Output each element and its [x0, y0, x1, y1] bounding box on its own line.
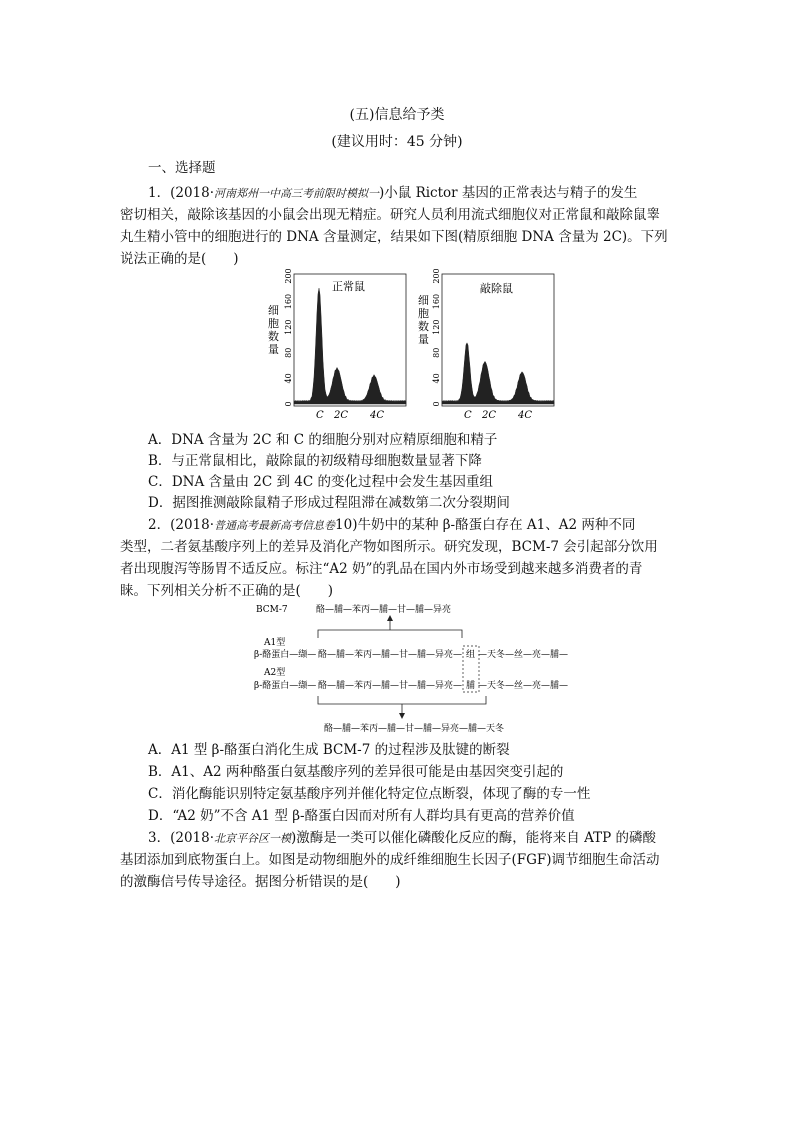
a2-sequence: 酪—脯—苯丙—脯—甘—脯—异亮—	[318, 681, 463, 691]
q3-line-1: 3．(2018·北京平谷区一模)激酶是一类可以催化磷酸化反应的酶，能将来自 ATP 的磷酸	[148, 830, 656, 846]
x-ticks-left	[316, 410, 384, 421]
x-tick-label: C	[464, 410, 472, 421]
y-tick-label: 40	[432, 373, 441, 384]
q3-line-2: 基团添加到底物蛋白上。如图是动物细胞外的成纤维细胞生长因子(FGF)调节细胞生命活动	[120, 852, 660, 868]
bracket-top	[318, 630, 462, 638]
q2-line-4: 睐。下列相关分析不正确的是( )	[120, 583, 334, 599]
histogram-bars-normal	[294, 288, 406, 404]
y-tick-label: 200	[432, 268, 441, 284]
y-tick-label: 0	[432, 401, 441, 407]
histogram-knockout	[418, 268, 554, 421]
section-heading: 一、选择题	[148, 160, 216, 176]
y-tick-label: 120	[432, 319, 441, 335]
arrow-up-head	[387, 615, 393, 621]
q1-line-3: 丸生精小管中的细胞进行的 DNA 含量测定，结果如下图(精原细胞 DNA 含量为 2C)。下列	[120, 229, 668, 245]
y-tick-label: 160	[284, 293, 293, 310]
y-ticks-left	[284, 268, 293, 406]
section-title: (五)信息给予类	[349, 107, 445, 123]
q2-line-1: 2．(2018·普通高考最新高考信息卷10)牛奶中的某种 β-酪蛋白存在 A1、A2 两种不同	[148, 517, 636, 533]
q2-option-b: B．A1、A2 两种酪蛋白氨基酸序列的差异很可能是由基因突变引起的	[148, 764, 564, 780]
x-tick-label: 4C	[518, 410, 533, 421]
bcm7-label: BCM-7	[256, 605, 288, 615]
q3-line-3: 的激酶信号传导途径。据图分析错误的是( )	[120, 874, 401, 890]
q2-option-c: C．消化酶能识别特定氨基酸序列并催化特定位点断裂，体现了酶的专一性	[148, 786, 591, 802]
bracket-bottom	[318, 696, 486, 704]
x-ticks-right	[464, 410, 532, 421]
plot-frame-left	[294, 274, 406, 406]
a1-prefix: β-酪蛋白—缬—	[254, 650, 317, 660]
a1-sequence: 酪—脯—苯丙—脯—甘—脯—异亮—	[318, 650, 463, 660]
q2-source: 普通高考最新高考信息卷	[214, 519, 336, 532]
title-knockout: 敲除鼠	[480, 282, 513, 295]
a1-variant-residue: 组	[466, 650, 476, 660]
bcm7-sequence: 酪—脯—苯丙—脯—甘—脯—异亮	[316, 605, 452, 615]
x-tick-label: C	[316, 410, 324, 421]
y-tick-label: 120	[284, 319, 293, 335]
a2-variant-residue: 脯	[466, 681, 476, 691]
q2-option-d: D．“A2 奶”不含 A1 型 β-酪蛋白因而对所有人群均具有更高的营养价值	[148, 808, 575, 824]
y-tick-label: 160	[432, 293, 441, 310]
y-axis-label-left: 细胞数量	[268, 304, 279, 356]
histogram-normal	[268, 268, 406, 421]
y-tick-label: 40	[284, 373, 293, 384]
a2-tail: —天冬—丝—亮—脯—	[478, 681, 569, 691]
dna-content-histograms	[262, 268, 562, 428]
y-tick-label: 80	[432, 347, 441, 358]
y-tick-label: 80	[284, 347, 293, 358]
q2-line-2: 类型，二者氨基酸序列上的差异及消化产物如图所示。研究发现，BCM-7 会引起部分饮用	[120, 539, 658, 555]
histogram-bars-knockout	[442, 343, 554, 404]
y-tick-label: 200	[284, 268, 293, 284]
a1-tail: —天冬—丝—亮—脯—	[478, 650, 569, 660]
a1-type-label: A1型	[264, 638, 286, 648]
q1-option-c: C．DNA 含量由 2C 到 4C 的变化过程中会发生基因重组	[148, 474, 494, 490]
q1-line-4: 说法正确的是( )	[120, 251, 239, 267]
y-tick-label: 0	[284, 401, 293, 407]
y-ticks-right	[432, 268, 441, 406]
q2-line-3: 者出现腹泻等肠胃不适反应。标注“A2 奶”的乳品在国内外市场受到越来越多消费者的青	[120, 561, 643, 577]
q1-option-b: B．与正常鼠相比，敲除鼠的初级精母细胞数量显著下降	[148, 453, 482, 469]
a2-type-label: A2型	[264, 668, 286, 678]
q1-option-d: D．据图推测敲除鼠精子形成过程阻滞在减数第二次分裂期间	[148, 495, 510, 511]
x-tick-label: 2C	[482, 410, 497, 421]
q1-source: 河南郑州一中高三考前限时模拟一	[214, 187, 380, 200]
q2-option-a: A．A1 型 β-酪蛋白消化生成 BCM-7 的过程涉及肽键的断裂	[148, 742, 510, 758]
casein-sequence-diagram	[252, 600, 582, 735]
arrow-down-head	[399, 713, 405, 719]
x-tick-label: 4C	[370, 410, 385, 421]
x-tick-label: 2C	[334, 410, 349, 421]
q1-line-2: 密切相关，敲除该基因的小鼠会出现无精症。研究人员利用流式细胞仪对正常鼠和敲除鼠睾	[120, 207, 660, 223]
q1-option-a: A．DNA 含量为 2C 和 C 的细胞分别对应精原细胞和精子	[148, 432, 498, 448]
a2-prefix: β-酪蛋白—缬—	[254, 681, 317, 691]
q3-source: 北京平谷区一模	[214, 832, 292, 845]
title-normal: 正常鼠	[332, 280, 365, 293]
digestion-product-sequence: 酪—脯—苯丙—脯—甘—脯—异亮—脯—天冬	[324, 724, 505, 734]
q1-line-1: 1．(2018·河南郑州一中高三考前限时模拟一)小鼠 Rictor 基因的正常表达与精子的发生	[148, 185, 638, 201]
time-suggestion: (建议用时：45 分钟)	[331, 134, 463, 150]
y-axis-label-right: 细胞数量	[418, 294, 429, 346]
